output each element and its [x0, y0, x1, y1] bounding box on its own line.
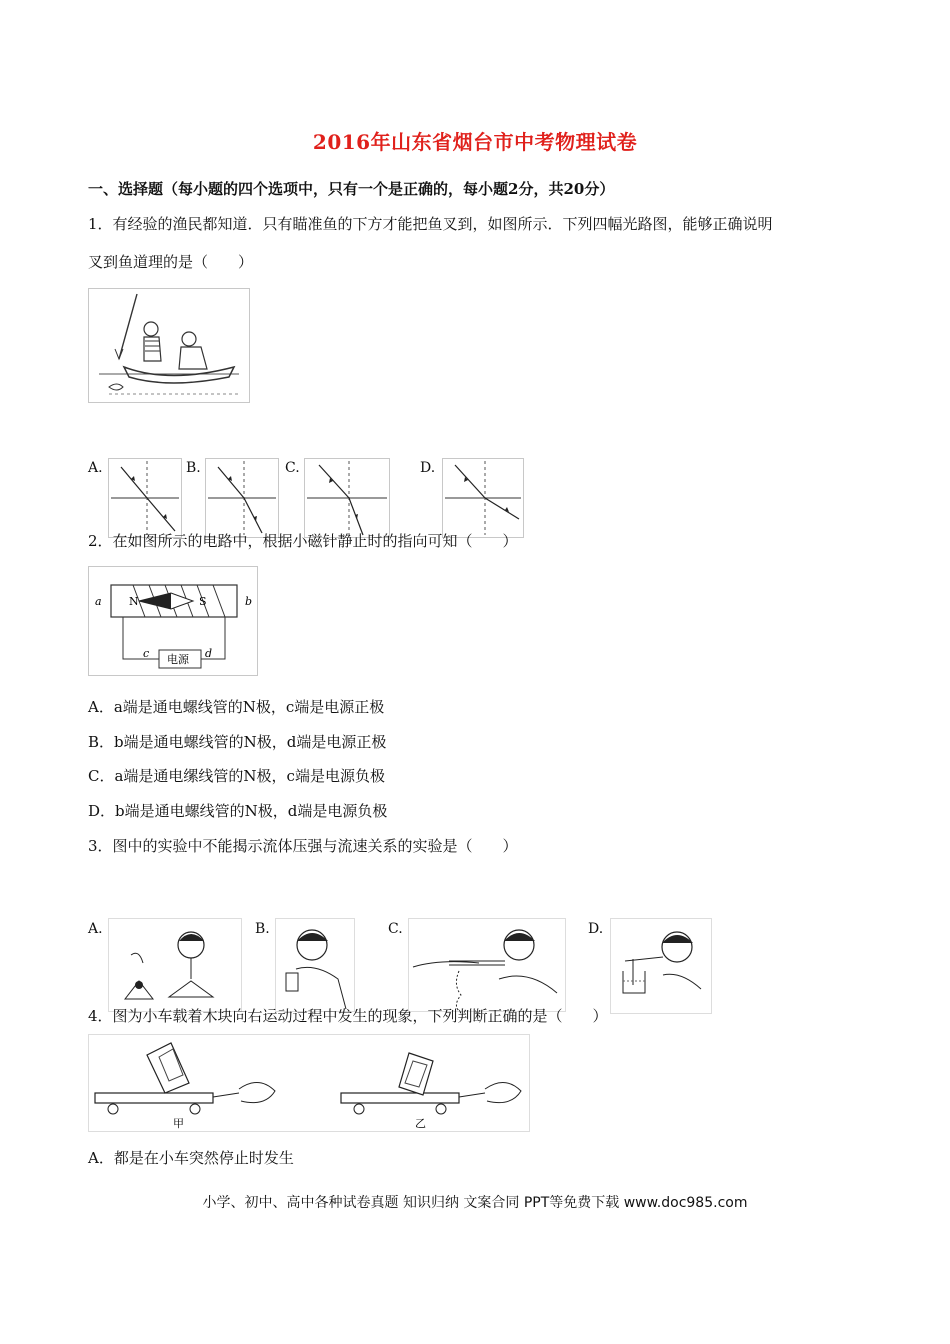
terminal-d-label: d: [205, 647, 213, 660]
q1-option-c-diagram: [304, 458, 390, 538]
solenoid-circuit-figure: [88, 566, 258, 676]
fisherman-figure: [88, 288, 250, 403]
q3-option-c-label: C.: [388, 921, 403, 937]
q2-option-d: D．b端是通电螺线管的N极，d端是电源负极: [88, 802, 388, 820]
q3-option-d-label: D.: [588, 921, 604, 937]
q4-option-a: A．都是在小车突然停止时发生: [88, 1149, 294, 1167]
q2-option-c: C．a端是通电缧线管的N极，c端是电源负极: [88, 767, 385, 785]
q3-option-c-figure: [408, 918, 566, 1012]
figure-yi-label: 乙: [415, 1117, 426, 1130]
q3-option-a-figure: [108, 918, 242, 1012]
end-b-label: b: [245, 595, 253, 608]
q2-option-a: A．a端是通电螺线管的N极，c端是电源正极: [88, 698, 385, 716]
page-footer: 小学、初中、高中各种试卷真题 知识归纳 文案合同 PPT等免费下载 www.doc985.com: [202, 1195, 748, 1211]
q1-option-b-diagram: [205, 458, 279, 538]
section-heading: 一、选择题（每小题的四个选项中，只有一个是正确的，每小题2分，共20分）: [88, 180, 615, 198]
question-3-text: 3．图中的实验中不能揭示流体压强与流速关系的实验是（ ）: [88, 837, 518, 855]
end-a-label: a: [95, 595, 102, 608]
q1-option-a-diagram: [108, 458, 182, 538]
q1-option-b-label: B.: [186, 460, 201, 476]
question-2-text: 2．在如图所示的电路中，根据小磁针静止时的指向可知（ ）: [88, 532, 518, 550]
q1-option-c-label: C.: [285, 460, 300, 476]
q3-option-b-label: B.: [255, 921, 270, 937]
q2-option-b: B．b端是通电螺线管的N极，d端是电源正极: [88, 733, 387, 751]
q3-option-d-figure: [610, 918, 712, 1014]
cart-block-figure: [88, 1034, 530, 1132]
figure-jia-label: 甲: [173, 1117, 184, 1130]
q1-option-a-label: A.: [88, 460, 103, 476]
q3-option-b-figure: [275, 918, 355, 1012]
question-4-text: 4．图为小车载着木块向右运动过程中发生的现象，下列判断正确的是（ ）: [88, 1007, 608, 1025]
question-1-line-2: 叉到鱼道理的是（ ）: [88, 253, 254, 271]
s-pole-label: S: [199, 595, 207, 608]
terminal-c-label: c: [143, 647, 150, 660]
q1-option-d-diagram: [442, 458, 524, 538]
power-source-label: 电源: [167, 653, 189, 666]
q1-option-d-label: D.: [420, 460, 436, 476]
q3-option-a-label: A.: [88, 921, 103, 937]
page-title: 2016年山东省烟台市中考物理试卷: [312, 130, 638, 154]
n-pole-label: N: [129, 595, 139, 608]
question-1-line-1: 1．有经验的渔民都知道．只有瞄准鱼的下方才能把鱼叉到，如图所示．下列四幅光路图，能够正确说明: [88, 215, 773, 233]
